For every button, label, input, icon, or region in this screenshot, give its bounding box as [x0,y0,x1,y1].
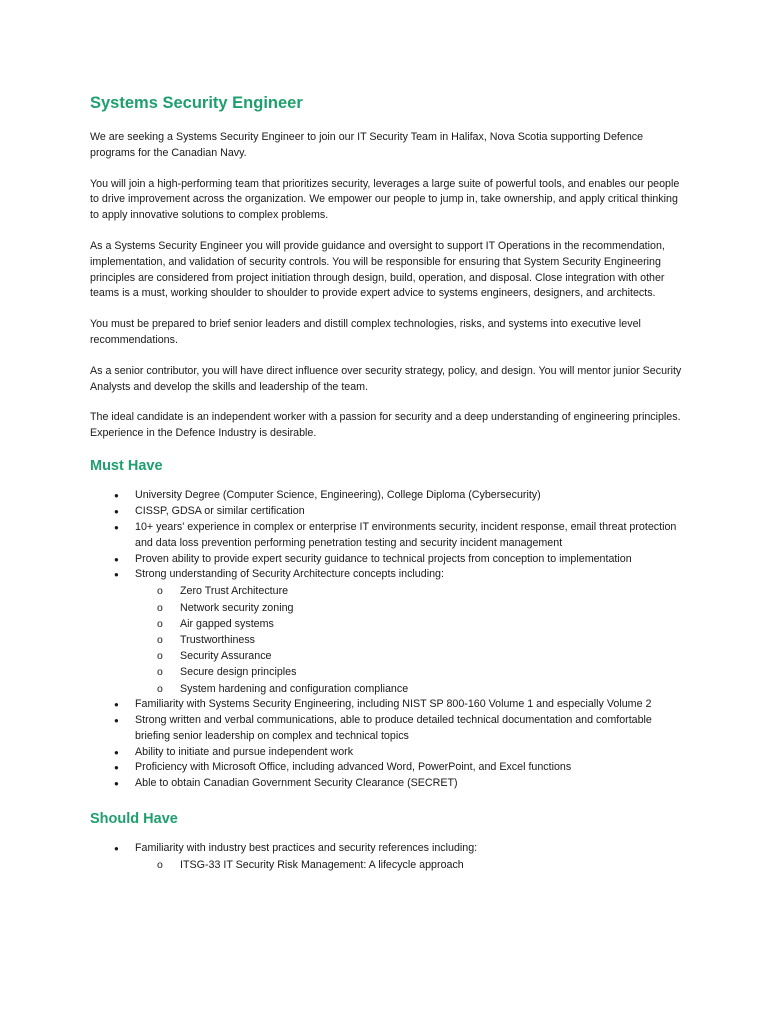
sublist-item-text: Security Assurance [180,650,272,663]
bullet-icon: ● [114,699,119,709]
list-item-text: Proven ability to provide expert security guidance to technical projects from conception to implementation [135,552,632,565]
sublist-item-text: Air gapped systems [180,617,274,630]
team-paragraph: You will join a high-performing team that prioritizes security, leverages a large suite of powerful tools, and enables our people to drive improvement across the organization. We empower our people to jump in, take ownership, and apply critical thinking to apply innovative solutions to complex problems. [90,177,680,222]
list-item [90,713,686,745]
list-item [90,552,686,568]
list-item-text: Ability to initiate and pursue independent work [135,745,354,758]
should-have-heading: Should Have [90,811,178,828]
bullet-icon: ● [114,715,119,725]
list-item [90,697,686,713]
must-have-list [90,488,686,792]
bullet-icon: ● [114,747,119,757]
influence-paragraph: As a senior contributor, you will have direct influence over security strategy, policy, and design. You will mentor junior Security Analysts and develop the skills and leadership of the team. [90,364,682,393]
sublist-item [135,600,686,616]
list-item-text: University Degree (Computer Science, Engineering), College Diploma (Cybersecurity) [135,488,541,501]
bullet-icon: ● [114,522,119,532]
briefing-paragraph: You must be prepared to brief senior leaders and distill complex technologies, risks, and systems into executive level recommendations. [90,318,641,346]
candidate-paragraph: The ideal candidate is an independent worker with a passion for security and a deep understanding of engineering principles. Experience in the Defence Industry is desirable. [90,411,681,440]
architecture-sublist [135,583,686,696]
references-sublist [135,857,686,873]
list-item-text: Able to obtain Canadian Government Security Clearance (SECRET) [135,777,458,790]
intro-paragraph: We are seeking a Systems Security Engineer to join our IT Security Team in Halifax, Nova Scotia supporting Defence programs for the Canadian Navy. [90,131,644,159]
list-item [90,776,686,792]
role-paragraph: As a Systems Security Engineer you will provide guidance and oversight to support IT Operations in the recommendation, implementation, and validation of security controls. You will be responsible for ensuring that System Security Engineering principles are considered from project initiation through design, build, operation, and disposal. Close integration with other teams is a must, working shoulder to shoulder to provide expert advice to systems engineers, designers, and architects. [90,239,665,300]
sublist-item [135,616,686,632]
bullet-icon: ● [114,570,119,580]
bullet-icon: ● [114,763,119,773]
sublist-item-text: Zero Trust Architecture [180,585,289,598]
list-item-text: Strong understanding of Security Architecture concepts including: [135,568,444,581]
sublist-item [135,664,686,680]
sublist-item [135,648,686,664]
sublist-item-text: ITSG-33 IT Security Risk Management: A lifecycle approach [180,859,464,872]
list-item [90,841,686,873]
bullet-icon: ● [114,506,119,516]
sub-bullet-icon: o [157,666,163,679]
must-have-heading: Must Have [90,457,163,474]
sublist-item-text: Network security zoning [180,601,294,614]
sublist-item-text: Trustworthiness [180,634,256,646]
sub-bullet-icon: o [157,634,163,646]
sublist-item-text: System hardening and configuration compliance [180,682,409,695]
sub-bullet-icon: o [157,585,163,598]
sublist-item [135,632,686,648]
sublist-item [135,857,686,873]
list-item [90,760,686,776]
list-item [90,520,686,552]
list-item-text: 10+ years' experience in complex or enterprise IT environments security, incident response, email threat protection and data loss prevention performing penetration testing and security incident management [135,520,677,549]
sublist-item-text: Secure design principles [180,666,297,679]
sub-bullet-icon: o [157,682,163,695]
sublist-item [135,681,686,697]
bullet-icon: ● [114,779,119,789]
should-have-list [90,841,686,873]
list-item-text: Familiarity with Systems Security Engineering, including NIST SP 800-160 Volume 1 and especially Volume 2 [135,697,652,710]
list-item-text: CISSP, GDSA or similar certification [135,504,305,517]
list-item [90,488,686,504]
bullet-icon: ● [114,490,119,500]
document-content [90,92,686,888]
bullet-icon: ● [114,844,119,854]
sub-bullet-icon: o [157,650,163,663]
list-item-text: Familiarity with industry best practices and security references including: [135,842,478,855]
list-item [90,745,686,761]
bullet-icon: ● [114,554,119,564]
page-title: Systems Security Engineer [90,94,303,112]
sub-bullet-icon: o [157,859,163,872]
sub-bullet-icon: o [157,617,163,630]
sublist-item [135,583,686,599]
list-item-text: Strong written and verbal communications, able to produce detailed technical documentation and comfortable briefing senior leadership on complex and technical topics [135,713,652,742]
list-item [90,504,686,520]
list-item-text: Proficiency with Microsoft Office, including advanced Word, PowerPoint, and Excel functions [135,761,572,774]
sub-bullet-icon: o [157,601,163,614]
list-item [90,567,686,696]
